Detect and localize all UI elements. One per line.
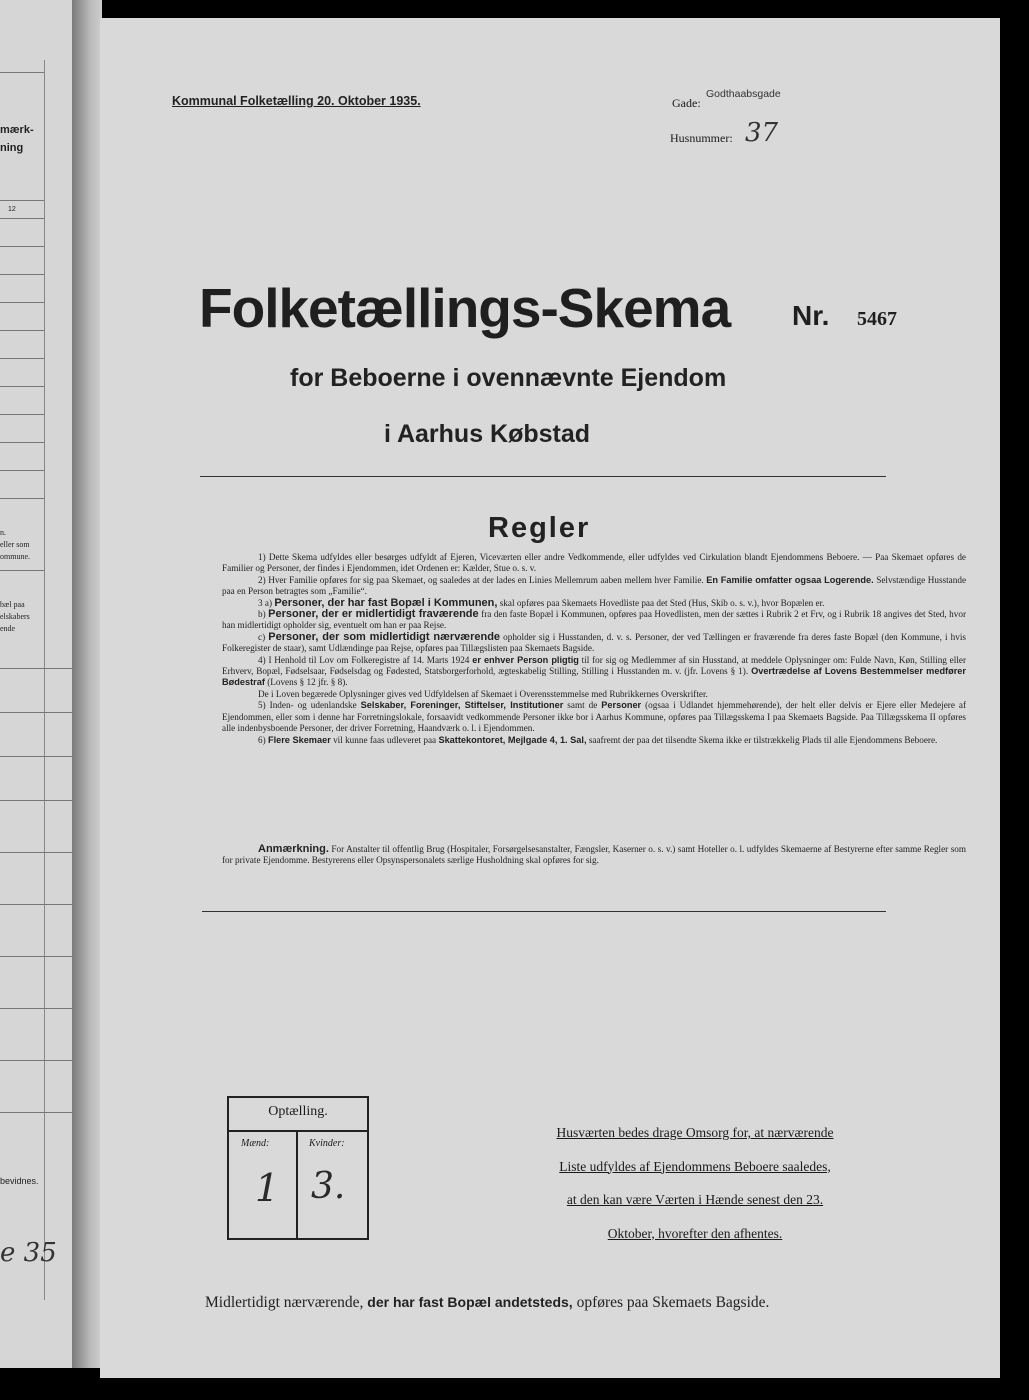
left-page-rule xyxy=(0,218,44,219)
left-page-rule xyxy=(0,358,44,359)
left-page-rule xyxy=(0,756,72,757)
left-page-rule xyxy=(0,470,44,471)
rule-6: 6) Flere Skemaer vil kunne faas udleveret paa Skattekontoret, Mejlgade 4, 1. Sal, saafremt der paa det tilsendte Skema ikke er tilstrækkelig Plads til alle Ejendommens Beboere. xyxy=(258,734,938,745)
notice-line: Oktober, hvorefter den afhentes. xyxy=(607,1225,783,1241)
left-page-text: ommune. xyxy=(0,552,30,561)
census-heading: Kommunal Folketælling 20. Oktober 1935. xyxy=(172,94,421,108)
left-page-rule xyxy=(0,1008,72,1009)
count-box-column-divider xyxy=(296,1130,298,1238)
rules-heading: Regler xyxy=(488,512,591,544)
left-page-rule xyxy=(0,1060,72,1061)
rule-1: 1) Dette Skema udfyldes eller besørges udfyldt af Ejeren, Viceværten eller andre Vedkommende, eller udfyldes ved Cirkulation blandt Ejendommens Beboere. — Paa Skemaet opføres de Familier og Personer, der findes i Ejendommen, idet Ordenen er: Kælder, Stue o. s. v. xyxy=(222,552,966,574)
left-page-rule xyxy=(0,668,72,669)
left-page-rule xyxy=(0,852,72,853)
left-page-text: n. xyxy=(0,528,6,537)
left-page-rule xyxy=(0,330,44,331)
rule-3b: b) Personer, der er midlertidigt fraværende fra den faste Bopæl i Kommunen, opføres paa Hovedlisten, men der sættes i Rubrik 2 et Frv, og i Rubrik 18 angives det Sted, hvor han midlertidigt opholder sig, eventuelt om han er paa Rejse. xyxy=(222,608,967,631)
notice-line: at den kan være Værten i Hænde senest den 23. xyxy=(566,1192,824,1207)
left-page-text: ning xyxy=(0,142,24,154)
house-number-label: Husnummer: xyxy=(670,131,733,145)
remark-text: Anmærkning. For Anstalter til offentlig Brug (Hospitaler, Forsørgelsesanstalter, Fængsler, Kaserner o. s. v.) samt Hoteller o. l. udfyldes Skemaerne af Bestyrerne efter samme Regler som for private Ejendomme. Bestyrerens eller Opsynspersonalets særlige Husholdning skal opføres for sig. xyxy=(222,843,967,866)
form-location: i Aarhus Købstad xyxy=(384,420,591,448)
form-title: Folketællings-Skema xyxy=(199,277,731,339)
left-page-column-line xyxy=(44,60,45,1300)
men-count: 1 xyxy=(255,1166,280,1210)
women-label: Kvinder: xyxy=(309,1138,345,1149)
left-page-rule xyxy=(0,800,72,801)
remark-divider xyxy=(202,911,886,912)
form-number-label: Nr. xyxy=(792,300,830,331)
left-page-text: elskabers xyxy=(0,612,30,621)
rule-3c: c) Personer, der som midlertidigt nærværende opholder sig i Husstanden, d. v. s. Personer, der ved Tællingen er fraværende fra deres faste Bopæl (den Kommune, i hvis Folkeregister de staar), samt Udlændinge paa Rejse, opføres paa Tillægslisten paa Skemaets Bagside. xyxy=(222,630,966,654)
left-page-rule xyxy=(0,414,44,415)
street-value: Godthaabsgade xyxy=(706,88,781,100)
count-box xyxy=(227,1096,369,1240)
left-page-text: ende xyxy=(0,624,16,633)
left-page-text: bæl paa xyxy=(0,600,25,609)
left-page-rule xyxy=(0,498,44,499)
rules-text xyxy=(222,552,966,746)
women-count: 3. xyxy=(311,1166,346,1207)
left-page-rule xyxy=(0,442,44,443)
men-label: Mænd: xyxy=(241,1138,270,1149)
count-box-divider xyxy=(229,1130,367,1132)
left-page-handwriting: e 35 xyxy=(0,1238,57,1268)
left-page-rule xyxy=(0,956,72,957)
left-page-rule xyxy=(0,274,44,275)
form-number-value: 5467 xyxy=(857,308,897,330)
rule-2: 2) Hver Familie opføres for sig paa Skemaet, og saaledes at der lades en Linies Mellemrum aaben mellem hver Familie. En Familie omfatter ogsaa Logerende. Selvstændige Husstande paa en Person betragtes som „Familie“. xyxy=(222,574,967,597)
house-number-value: 37 xyxy=(745,118,779,148)
remark-label: Anmærkning. xyxy=(258,843,329,855)
title-divider xyxy=(200,476,886,477)
left-page-text: mærk- xyxy=(0,124,34,136)
form-subtitle: for Beboerne i ovennævnte Ejendom xyxy=(290,364,727,392)
count-box-title: Optælling. xyxy=(268,1104,328,1119)
left-page-rule xyxy=(0,200,44,201)
left-page-text: 12 xyxy=(8,206,16,213)
left-page-rule xyxy=(0,712,72,713)
left-page-rule xyxy=(0,1112,72,1113)
left-page-rule xyxy=(0,570,44,571)
book-binding xyxy=(72,0,102,1368)
notice-line: Husværten bedes drage Omsorg for, at nærværende xyxy=(556,1125,834,1140)
rule-3a: 3 a) Personer, der har fast Bopæl i Kommunen, skal opføres paa Skemaets Hovedliste paa det Sted (Hus, Skib o. s. v.), hvor Bopælen er. xyxy=(258,596,825,609)
landlord-notice xyxy=(530,1116,860,1250)
left-page-rule xyxy=(0,72,44,73)
left-page-text: bevidnes. xyxy=(0,1176,39,1186)
rule-4-note: De i Loven begærede Oplysninger gives ved Udfyldelsen af Skemaet i Overensstemmelse med Rubrikkernes Overskrifter. xyxy=(258,688,708,699)
street-label: Gade: xyxy=(672,96,701,110)
notice-line: Liste udfyldes af Ejendommens Beboere saaledes, xyxy=(559,1158,831,1174)
left-page-rule xyxy=(0,386,44,387)
left-page-rule xyxy=(0,302,44,303)
rule-4: 4) I Henhold til Lov om Folkeregistre af 14. Marts 1924 er enhver Person pligtig til for sig og Medlemmer af sin Husstand, at meddele Oplysninger om: Fulde Navn, Køn, Stilling eller Erhverv, Bopæl, Fødselsaar, Fødselsdag og Fødested, Statsborgerforhold, ægteskabelig Stilling, Stilling i Husstanden m. v. (jfr. Lovens § 1). Overtrædelse af Lovens Bestemmelser medfører Bødestraf (Lovens § 12 jfr. § 8). xyxy=(222,654,967,688)
rule-5: 5) Inden- og udenlandske Selskaber, Foreninger, Stiftelser, Institutioner samt de Personer (ogsaa i Udlandet hjemmehørende), der helt eller delvis er Ejere eller Medejere af Ejendommen, eller som i denne har Forretningslokale, forsaavidt vedkommende Personer ikke bor i Aarhus Kommune, opføres paa Tillægsskema I paa Skemaets Bagside. Paa Tillægsskema II opføres alle indenbysboende Personer, der driver Forretning, Haandværk o. l. i Ejendommen. xyxy=(222,700,967,734)
left-page-text: eller som xyxy=(0,540,30,549)
footer-note: Midlertidigt nærværende, der har fast Bopæl andetsteds, opføres paa Skemaets Bagside. xyxy=(205,1294,770,1311)
left-page-rule xyxy=(0,904,72,905)
left-page-rule xyxy=(0,246,44,247)
left-facing-page xyxy=(0,0,74,1368)
census-form-page xyxy=(100,18,1000,1378)
